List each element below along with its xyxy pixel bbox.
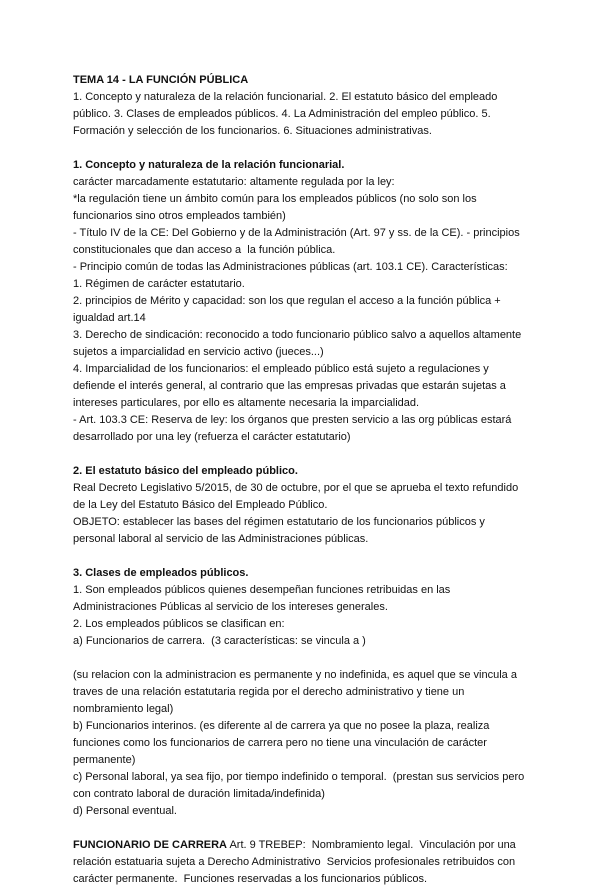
text-line: 2. principios de Mérito y capacidad: son los que regulan el acceso a la función pública + (73, 295, 501, 307)
text-line: 2. Los empleados públicos se clasifican en: (73, 618, 285, 630)
section-heading-2: 2. El estatuto básico del empleado público. (73, 465, 298, 477)
text-line: personal laboral al servicio de las Administraciones públicas. (73, 533, 369, 545)
text-line: intereses particulares, por ello es altamente necesaria la imparcialidad. (73, 397, 420, 409)
section-heading-3: 3. Clases de empleados públicos. (73, 567, 249, 579)
text-line: defiende el interés general, al contrario que las empresas privadas que estarán sujetas a (73, 380, 506, 392)
text-line: a) Funcionarios de carrera. (3 características: se vincula a ) (73, 635, 366, 647)
text-line: - Principio común de todas las Administraciones públicas (art. 103.1 CE). Características: (73, 261, 508, 273)
section-body-3-continued (73, 667, 543, 820)
text-line: traves de una relación estatutaria regida por el derecho administrativo y tiene un (73, 686, 465, 698)
text-line: sujetos a imparcialidad en servicio activo (jueces...) (73, 346, 324, 358)
text-line: 4. Imparcialidad de los funcionarios: el empleado público está sujeto a regulaciones y (73, 363, 489, 375)
section-body-1 (73, 174, 543, 446)
page-title: TEMA 14 - LA FUNCIÓN PÚBLICA (73, 74, 249, 86)
text-line: igualdad art.14 (73, 312, 146, 324)
text-line: Real Decreto Legislativo 5/2015, de 30 de octubre, por el que se aprueba el texto refundido (73, 482, 519, 494)
text-line: 1. Régimen de carácter estatutario. (73, 278, 245, 290)
text-line: c) Personal laboral, ya sea fijo, por tiempo indefinido o temporal. (prestan sus servicios pero (73, 771, 525, 783)
text-line: *la regulación tiene un ámbito común para los empleados públicos (no solo son los (73, 193, 477, 205)
section-body-3 (73, 582, 543, 650)
text-line: - Art. 103.3 CE: Reserva de ley: los órganos que presten servicio a las org públicas estará (73, 414, 512, 426)
text-line: nombramiento legal) (73, 703, 174, 715)
text-line: funciones como los funcionarios de carrera pero no tiene una vinculación de carácter (73, 737, 487, 749)
text-line: 3. Derecho de sindicación: reconocido a todo funcionario público salvo a aquellos altamente (73, 329, 522, 341)
text-line: funcionarios sino otros empleados también) (73, 210, 286, 222)
text-line: constitucionales que dan acceso a la función pública. (73, 244, 336, 256)
section-heading-1: 1. Concepto y naturaleza de la relación funcionarial. (73, 159, 345, 171)
text-line: (su relacion con la administracion es permanente y no indefinida, es aquel que se vincula a (73, 669, 517, 681)
text-line: d) Personal eventual. (73, 805, 177, 817)
document-page (73, 72, 543, 888)
text-line: de la Ley del Estatuto Básico del Empleado Público. (73, 499, 328, 511)
text-line: desarrollado por una ley (refuerza el carácter estatutario) (73, 431, 351, 443)
text-line: - Título IV de la CE: Del Gobierno y de la Administración (Art. 97 y ss. de la CE). - principios (73, 227, 520, 239)
intro-line: público. 3. Clases de empleados públicos. 4. La Administración del empleo público. 5. (73, 108, 491, 120)
final-heading-rest: Art. 9 TREBEP: Nombramiento legal. Vinculación por una (227, 839, 516, 851)
text-line: permanente) (73, 754, 136, 766)
section-body-2 (73, 480, 543, 548)
text-line: 1. Son empleados públicos quienes desempeñan funciones retribuidas en las (73, 584, 451, 596)
text-line: Administraciones Públicas al servicio de los intereses generales. (73, 601, 388, 613)
intro-line: 1. Concepto y naturaleza de la relación funcionarial. 2. El estatuto básico del empleado (73, 91, 498, 103)
final-heading: FUNCIONARIO DE CARRERA (73, 839, 227, 851)
intro-line: Formación y selección de los funcionarios. 6. Situaciones administrativas. (73, 125, 432, 137)
text-line: b) Funcionarios interinos. (es diferente al de carrera ya que no posee la plaza, realiza (73, 720, 490, 732)
text-line: relación estatuaria sujeta a Derecho Administrativo Servicios profesionales retribuidos con (73, 856, 516, 868)
text-line: carácter permanente. Funciones reservadas a los funcionarios públicos. (73, 873, 428, 885)
text-line: carácter marcadamente estatutario: altamente regulada por la ley: (73, 176, 395, 188)
text-line: OBJETO: establecer las bases del régimen estatutario de los funcionarios públicos y (73, 516, 485, 528)
text-line: con contrato laboral de duración limitada/indefinida) (73, 788, 325, 800)
final-paragraph (73, 854, 543, 888)
final-paragraph-line (73, 837, 543, 854)
